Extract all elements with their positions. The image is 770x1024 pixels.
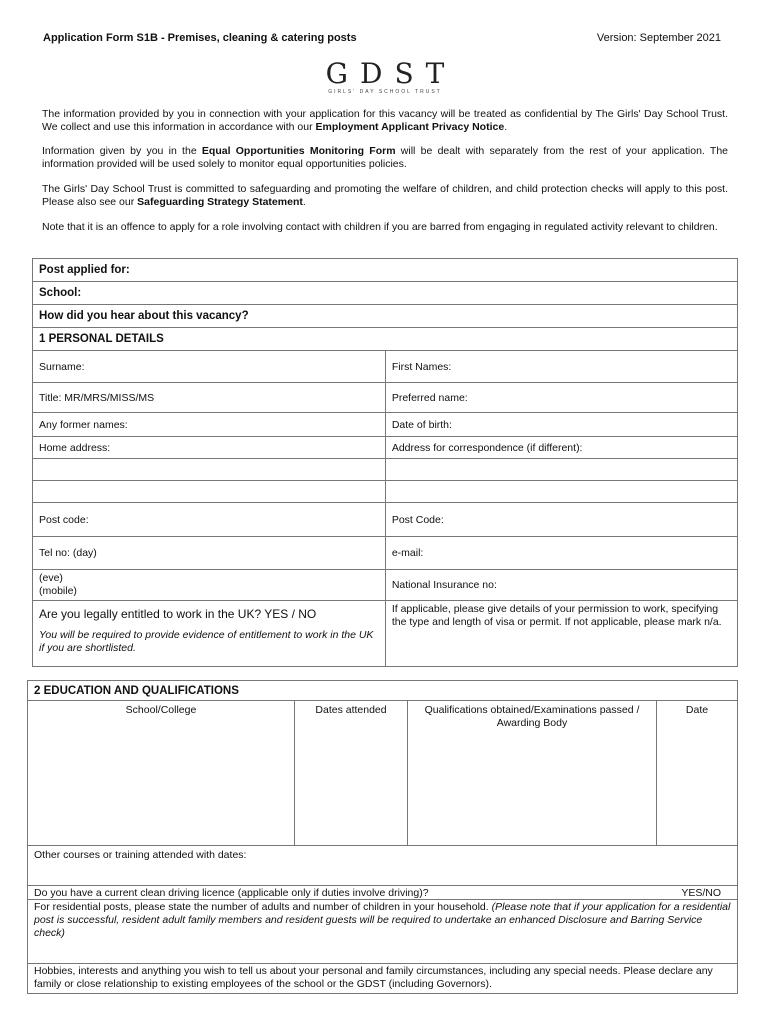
residential-question: For residential posts, please state the number of adults and number of children in your household. (34, 901, 492, 913)
ni-number-field[interactable]: National Insurance no: (385, 570, 737, 601)
qualifications-column[interactable]: Qualifications obtained/Examinations passed / Awarding Body (408, 701, 657, 846)
correspondence-postcode-field[interactable]: Post Code: (385, 503, 737, 537)
tel-day-field[interactable]: Tel no: (day) (33, 537, 386, 570)
correspondence-address-line[interactable] (385, 459, 737, 481)
personal-details-heading: 1 PERSONAL DETAILS (33, 328, 738, 351)
education-heading: 2 EDUCATION AND QUALIFICATIONS (28, 681, 738, 701)
dates-attended-column[interactable]: Dates attended (295, 701, 408, 846)
post-applied-field[interactable]: Post applied for: (33, 259, 738, 282)
privacy-text-end: . (504, 121, 508, 133)
logo-subtitle: GIRLS' DAY SCHOOL TRUST (328, 89, 442, 95)
safeguarding-paragraph (42, 183, 728, 209)
equal-opps-paragraph (42, 145, 728, 171)
home-address-field[interactable]: Home address: (33, 437, 386, 459)
school-field[interactable]: School: (33, 282, 738, 305)
driving-licence-row[interactable] (28, 886, 738, 900)
safeguarding-statement-link: Safeguarding Strategy Statement (137, 196, 303, 208)
tel-eve-label: (eve) (39, 572, 63, 584)
offence-paragraph: Note that it is an offence to apply for a role involving contact with children if you are barred from engaging in regulated activity relevant to children. (42, 221, 718, 233)
safeguarding-text-end: . (302, 196, 306, 208)
driving-licence-question: Do you have a current clean driving licence (applicable only if duties involve driving)? (34, 886, 429, 899)
school-college-column[interactable]: School/College (28, 701, 295, 846)
work-permission-field[interactable]: If applicable, please give details of your permission to work, specifying the type and length of visa or permit. If not applicable, please mark n/a. (385, 601, 737, 667)
former-names-field[interactable]: Any former names: (33, 413, 386, 437)
home-address-line[interactable] (33, 459, 386, 481)
residential-household-field[interactable] (28, 900, 738, 964)
correspondence-address-field[interactable]: Address for correspondence (if different): (385, 437, 737, 459)
surname-field[interactable]: Surname: (33, 351, 386, 383)
form-title: Application Form S1B - Premises, cleaning & catering posts (43, 32, 357, 44)
safeguarding-text: The Girls' Day School Trust is committed to safeguarding and promoting the welfare of children, and child protection checks will apply to this post. Please also see our (42, 183, 728, 208)
hobbies-field[interactable]: Hobbies, interests and anything you wish to tell us about your personal and family circumstances, including any special needs. Please declare any family or close relationship to existing employees of the school or the GDST (including Governors). (28, 964, 738, 994)
tel-mobile-label: (mobile) (39, 585, 77, 597)
equal-opps-form-link: Equal Opportunities Monitoring Form (201, 145, 396, 157)
equal-opps-text-end: will be dealt with separately from the rest of your application. The information provided will be used solely to monitor equal opportunities policies. (42, 145, 728, 170)
work-entitlement-note: You will be required to provide evidence of entitlement to work in the UK if you are shortlisted. (39, 629, 374, 654)
dob-field[interactable]: Date of birth: (385, 413, 737, 437)
version-label: Version: September 2021 (596, 32, 721, 44)
residential-note: (Please note that if your application for a residential post is successful, resident adult family members and resident guests will be required to undertake an enhanced Disclosure and Barring Service check) (34, 901, 731, 939)
email-field[interactable]: e-mail: (385, 537, 737, 570)
driving-licence-answer[interactable]: YES/NO (681, 886, 721, 899)
title-field[interactable]: Title: MR/MRS/MISS/MS (33, 383, 386, 413)
work-entitlement-cell[interactable] (33, 601, 386, 667)
logo-mark: GDST (325, 57, 457, 90)
personal-details-table (32, 258, 738, 667)
first-names-field[interactable]: First Names: (385, 351, 737, 383)
privacy-notice-link: Employment Applicant Privacy Notice (315, 121, 505, 133)
vacancy-source-field[interactable]: How did you hear about this vacancy? (33, 305, 738, 328)
equal-opps-text: Information given by you in the (42, 145, 202, 157)
privacy-text: The information provided by you in connection with your application for this vacancy will be treated as confidential by The Girls' Day School Trust. We collect and use this information in accordance with our (42, 108, 728, 133)
work-entitlement-question: Are you legally entitled to work in the UK? YES / NO (39, 607, 317, 621)
preferred-name-field[interactable]: Preferred name: (385, 383, 737, 413)
home-postcode-field[interactable]: Post code: (33, 503, 386, 537)
date-column[interactable]: Date (657, 701, 738, 846)
home-address-line[interactable] (33, 481, 386, 503)
gdst-logo (290, 57, 480, 95)
privacy-paragraph (42, 108, 728, 134)
tel-eve-mobile-field[interactable] (33, 570, 386, 601)
education-table (27, 680, 738, 994)
other-courses-field[interactable]: Other courses or training attended with dates: (28, 846, 738, 886)
correspondence-address-line[interactable] (385, 481, 737, 503)
